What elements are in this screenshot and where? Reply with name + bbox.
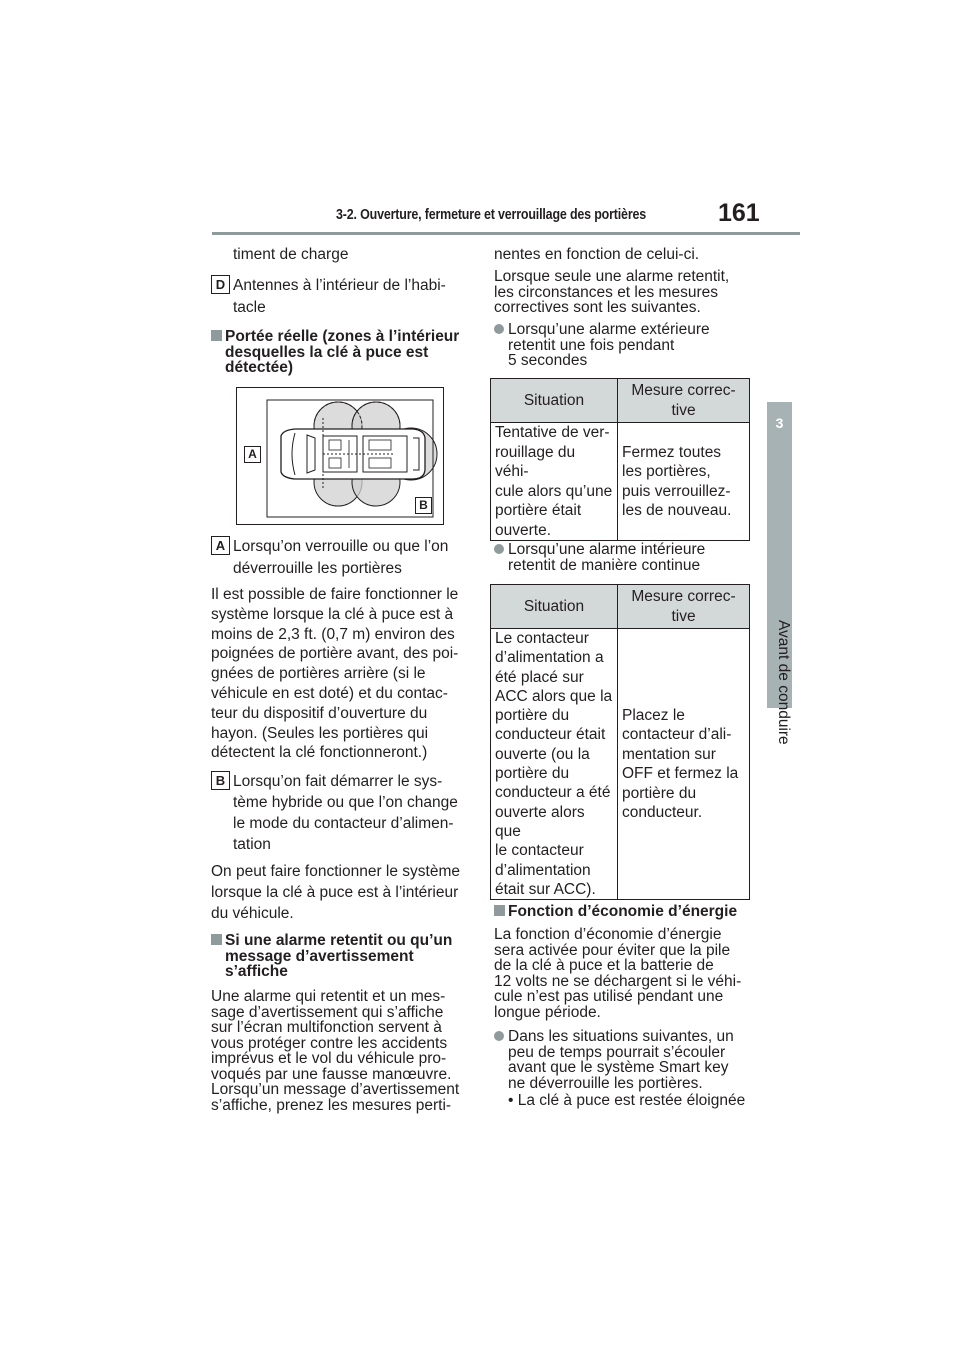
section-marker-icon <box>494 905 505 916</box>
page-number: 161 <box>718 199 760 227</box>
item-b-text: Lorsqu’on fait démarrer le sys- tème hybride ou que l’on change le mode du contacteur d’alimen- tation <box>233 773 458 853</box>
measure-cell: Placez le contacteur d’ali- mentation sur OFF et fermez la portière du conducteur. <box>618 629 750 900</box>
alarm-intro-text: Une alarme qui retentit et un mes- sage d’avertissement qui s’affiche sur l’écran multifonction servent à vous protéger contre les accidents imprévus et le vol du véhicule pro- voqués par une fausse manœuvre. Lorsqu’un message d’avertissement s’affiche, prenez les mesures perti- <box>211 988 460 1114</box>
chapter-number: 3 <box>775 415 784 431</box>
energy-saving-text: La fonction d’économie d’énergie sera activée pour éviter que la pile de la clé à puce et la batterie de 12 volts ne se déchargent si le véhi- cule n’est pas utilisé pendant une longue période. <box>494 926 742 1021</box>
section-heading-range: Portée réelle (zones à l’intérieur desquelles la clé à puce est détectée) <box>225 329 459 376</box>
interior-alarm-table <box>490 584 750 900</box>
section-title: 3-2. Ouverture, fermeture et verrouillage des portières <box>336 207 647 223</box>
diagram-label-a: A <box>244 446 261 463</box>
range-description: Il est possible de faire fonctionner le système lorsque la clé à puce est à moins de 2,3 ft. (0,7 m) environ des poignées de portière avant, des poi- gnées de portières arrière (si le véhicule en est doté) et du contac- teur du dispositif d’ouverture du hayon. (Seules les portières qui détectent la clé fonctionneront.) <box>211 586 459 762</box>
header-cell-measure: Mesure correc- tive <box>618 585 750 629</box>
diagram-label-b: B <box>415 497 432 514</box>
exterior-alarm-table <box>490 378 750 541</box>
situation-cell: Tentative de ver- rouillage du véhi- cule alors qu’une portière était ouverte. <box>491 423 618 541</box>
table-header-row <box>491 379 750 423</box>
car-zones-illustration <box>237 388 443 524</box>
measure-cell: Fermez toutes les portières, puis verrouillez- les de nouveau. <box>618 423 750 541</box>
bullet-exterior-alarm: Lorsqu’une alarme extérieure retentit une fois pendant 5 secondes <box>508 322 710 369</box>
header-cell-situation: Situation <box>491 379 618 423</box>
continued-text: nentes en fonction de celui-ci. <box>494 246 700 263</box>
situation-cell: Le contacteur d’alimentation a été placé sur ACC alors que la portière du conducteur était ouverte (ou la portière du conducteur a été ouverte alors que le contacteur d’alimentation était sur ACC). <box>491 629 618 900</box>
section-marker-icon <box>211 934 222 945</box>
section-heading-alarm: Si une alarme retentit ou qu’un message d’avertissement s’affiche <box>225 933 452 980</box>
callout-badge-a: A <box>211 536 230 555</box>
item-a-text: Lorsqu’on verrouille ou que l’on déverrouille les portières <box>233 538 449 577</box>
header-cell-situation: Situation <box>491 585 618 629</box>
bullet-smart-key-delay: Dans les situations suivantes, un peu de temps pourrait s’écouler avant que le système Smart key ne déverrouille les portières. <box>508 1029 734 1091</box>
bullet-icon <box>494 1031 504 1041</box>
table-row <box>491 423 750 541</box>
continued-line: timent de charge <box>233 246 349 263</box>
alarm-only-text: Lorsque seule une alarme retentit, les circonstances et les mesures correctives sont les suivantes. <box>494 268 730 316</box>
section-marker-icon <box>211 330 222 341</box>
item-d-text: Antennes à l’intérieur de l’habi- tacle <box>233 277 446 316</box>
callout-badge-b: B <box>211 771 230 790</box>
header-cell-measure: Mesure correc- tive <box>618 379 750 423</box>
detection-range-diagram <box>236 387 444 525</box>
table-row <box>491 629 750 900</box>
bullet-interior-alarm: Lorsqu’une alarme intérieure retentit de manière continue <box>508 542 705 573</box>
inside-vehicle-text: On peut faire fonctionner le système lorsque la clé à puce est à l’intérieur du véhicule. <box>211 863 460 922</box>
bullet-icon <box>494 324 504 334</box>
callout-badge-d: D <box>211 275 230 294</box>
header-rule <box>212 232 800 235</box>
section-heading-energy: Fonction d’économie d’énergie <box>508 904 737 920</box>
bullet-icon <box>494 544 504 554</box>
page-header <box>336 199 800 235</box>
sub-bullet-key-away: • La clé à puce est restée éloignée <box>508 1092 746 1109</box>
table-header-row <box>491 585 750 629</box>
chapter-label: Avant de conduire <box>775 620 792 745</box>
